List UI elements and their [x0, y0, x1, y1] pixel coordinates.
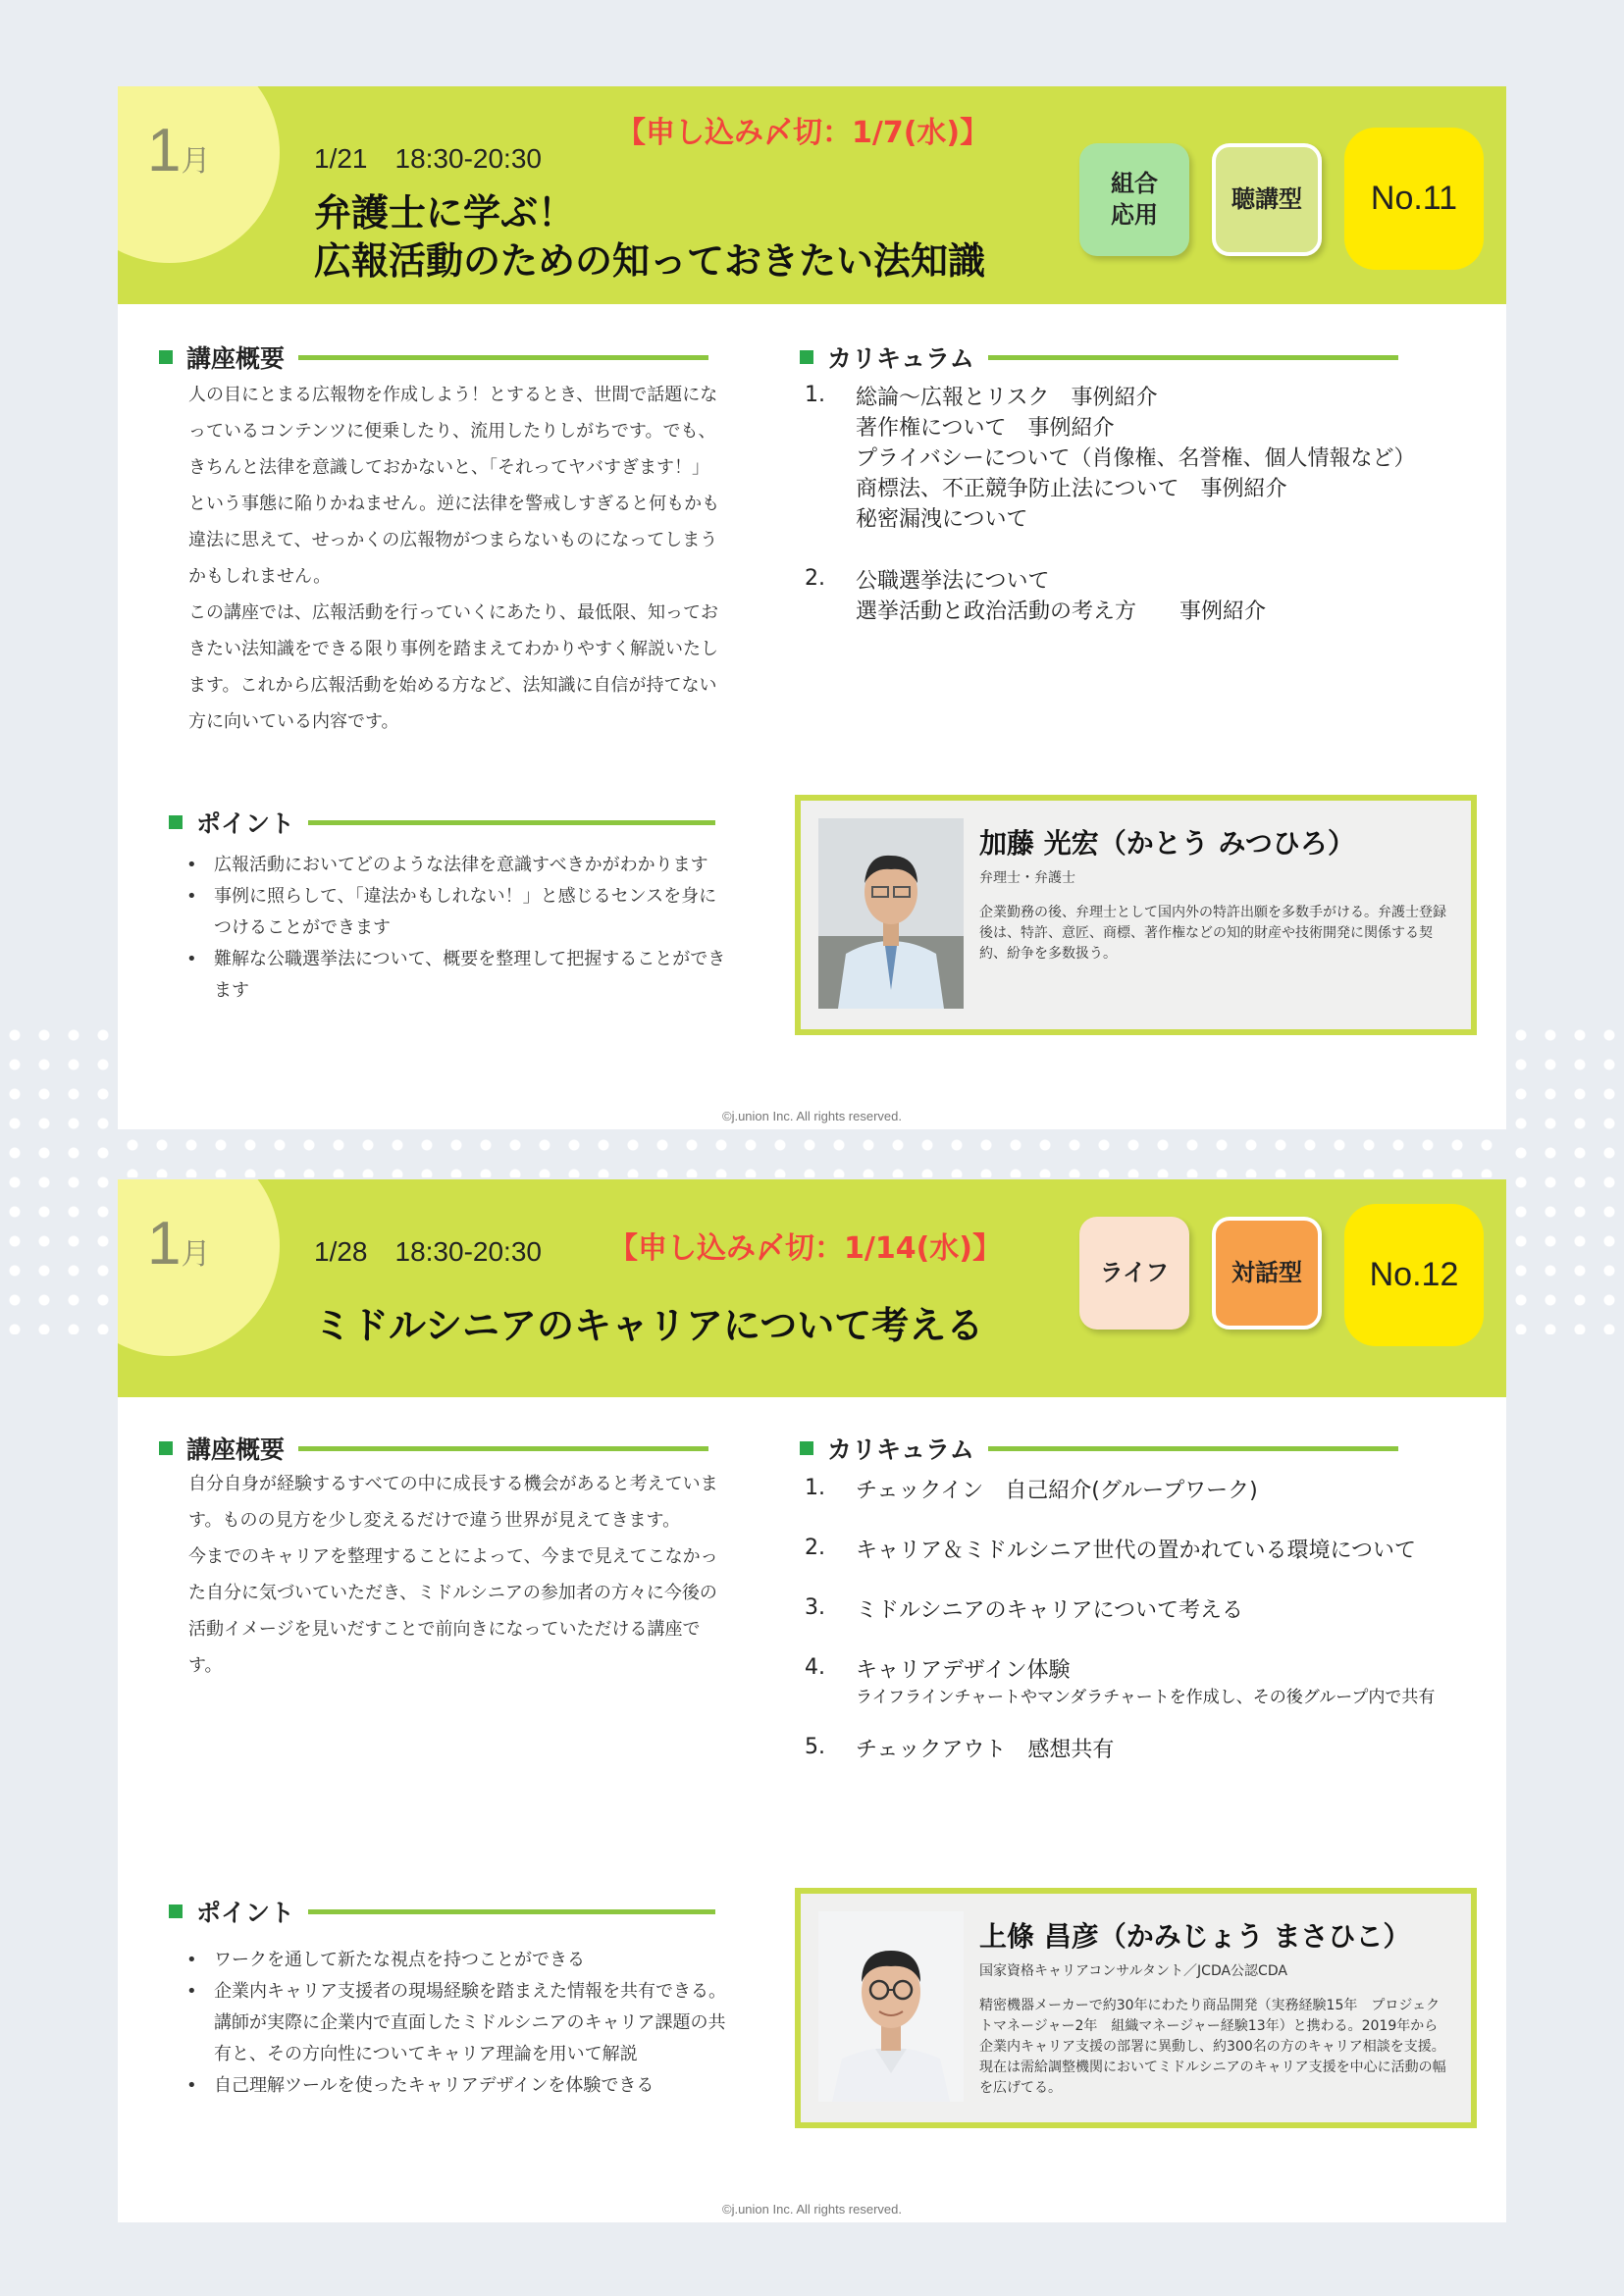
curriculum-item-number: 2.: [805, 1536, 825, 1560]
course-slide-no12: [118, 1179, 1506, 2222]
curriculum-item-number: 1.: [805, 383, 825, 407]
course-number-badge: No.11: [1344, 128, 1484, 270]
curriculum-item-line: 著作権について 事例紹介: [856, 416, 1115, 441]
curriculum-item-line: プライバシーについて（肖像権、名誉権、個人情報など）: [856, 446, 1416, 471]
course-title-line: ミドルシニアのキャリアについて考える: [314, 1304, 984, 1347]
instructor-name: 上條 昌彦（かみじょう まさひこ）: [979, 1920, 1411, 1953]
course-title: [314, 1302, 983, 1350]
points-heading: [169, 805, 715, 840]
overview-text: 人の目にとまる広報物を作成しよう！とするとき、世間で話題になっているコンテンツに便乗したり、流用したりしがちです。でも、きちんと法律を意識しておかないと、「それってヤバすぎます！」という事態に陥りかねません。逆に法律を警戒しすぎると何もかも違法に思えて、せっかくの広報物がつまらないものになってしまうかもしれません。 この講座では、広報活動を行っていくにあたり、最低限、知っておきたい法知識をできる限り事例を踏まえてわかりやすく解説いたします。これから広報活動を始める方など、法知識に自信が持てない方に向いている内容です。: [188, 385, 720, 732]
course-number-badge: No.12: [1344, 1204, 1484, 1346]
curriculum-item-note: ライフラインチャートやマンダラチャートを作成し、その後グループ内で共有: [856, 1688, 1436, 1707]
curriculum-item: [805, 1735, 1472, 1765]
instructor-name: 加藤 光宏（かとう みつひろ）: [979, 827, 1355, 860]
portrait-image: [818, 818, 964, 1009]
instructor-title: 弁理士・弁護士: [979, 870, 1075, 886]
square-bullet-icon: [800, 350, 813, 364]
points-heading-label: ポイント: [196, 1899, 295, 1927]
curriculum-item-line: チェックアウト 感想共有: [856, 1738, 1115, 1762]
curriculum-item: [805, 1595, 1472, 1626]
category-badge: ライフ: [1079, 1217, 1189, 1330]
points-list: [186, 1945, 731, 2102]
overview-heading: [159, 339, 708, 375]
instructor-photo: [818, 818, 964, 1009]
square-bullet-icon: [159, 350, 173, 364]
curriculum-heading-label: カリキュラム: [827, 1435, 974, 1464]
square-bullet-icon: [169, 815, 183, 829]
curriculum-item: [805, 383, 1472, 535]
curriculum-item: [805, 1476, 1472, 1506]
application-deadline: 【申し込み〆切：1/7(水)】: [616, 116, 990, 150]
point-item: • 事例に照らして、「違法かもしれない！」と感じるセンスを身につけることができます: [186, 881, 731, 944]
point-item: • 難解な公職選挙法について、概要を整理して把握することができます: [186, 944, 731, 1007]
course-title: [314, 189, 985, 287]
point-item: • 企業内キャリア支援者の現場経験を踏まえた情報を共有できる。講師が実際に企業内で直面したミドルシニアのキャリア課題の共有と、その方向性についてキャリア理論を用いて解説: [186, 1976, 731, 2070]
curriculum-item-line: ミドルシニアのキャリアについて考える: [856, 1598, 1244, 1623]
course-slide-no11: [118, 86, 1506, 1129]
square-bullet-icon: [169, 1905, 183, 1918]
instructor-card: [795, 795, 1477, 1035]
curriculum-item: [805, 1536, 1472, 1566]
curriculum-item-number: 5.: [805, 1735, 825, 1759]
instructor-bio: 企業勤務の後、弁理士として国内外の特許出願を多数手がける。弁護士登録後は、特許、意匠、商標、著作権などの知的財産や技術開発に関係する契約、紛争を多数扱う。: [979, 905, 1446, 962]
instructor-title: 国家資格キャリアコンサルタント／JCDA公認CDA: [979, 1963, 1287, 1979]
point-item: • 広報活動においてどのような法律を意識すべきかがわかります: [186, 850, 731, 881]
month-number: 1: [147, 1210, 182, 1278]
overview-heading-label: 講座概要: [186, 1435, 286, 1464]
curriculum-item: [805, 566, 1472, 627]
curriculum-heading: [800, 1431, 1398, 1466]
curriculum-list: [805, 1476, 1472, 1765]
curriculum-item-line: 総論～広報とリスク 事例紹介: [856, 386, 1158, 410]
curriculum-item-line: 公職選挙法について: [856, 569, 1050, 594]
heading-rule: [308, 820, 715, 825]
instructor-card: [795, 1888, 1477, 2128]
curriculum-item-line: 秘密漏洩について: [856, 507, 1028, 532]
course-title-line: 弁護士に学ぶ！: [314, 191, 576, 235]
overview-heading-label: 講座概要: [186, 344, 286, 373]
format-badge: 聴講型: [1212, 143, 1322, 256]
heading-rule: [988, 1446, 1398, 1451]
curriculum-heading-label: カリキュラム: [827, 344, 974, 373]
curriculum-heading: [800, 339, 1398, 375]
month-unit: 月: [181, 145, 211, 178]
curriculum-item-line: 選挙活動と政治活動の考え方 事例紹介: [856, 600, 1267, 624]
curriculum-item: [805, 1655, 1472, 1709]
application-deadline: 【申し込み〆切：1/14(水)】: [608, 1231, 1003, 1266]
dot-pattern-right: [1506, 1020, 1624, 1334]
format-badge: 対話型: [1212, 1217, 1322, 1330]
curriculum-item-line: チェックイン 自己紹介(グループワーク): [856, 1479, 1258, 1503]
curriculum-item-number: 4.: [805, 1655, 825, 1680]
category-badge: 組合 応用: [1079, 143, 1189, 256]
curriculum-item-number: 1.: [805, 1476, 825, 1500]
heading-rule: [298, 1446, 708, 1451]
heading-rule: [298, 355, 708, 360]
portrait-image: [818, 1911, 964, 2102]
curriculum-item-number: 3.: [805, 1595, 825, 1620]
point-item: • ワークを通して新たな視点を持つことができる: [186, 1945, 731, 1976]
curriculum-item-line: 商標法、不正競争防止法について 事例紹介: [856, 477, 1287, 501]
copyright: ©j.union Inc. All rights reserved.: [722, 2202, 902, 2217]
heading-rule: [988, 355, 1398, 360]
dot-pattern-left: [0, 1020, 118, 1334]
month-label: [147, 116, 210, 185]
curriculum-item-line: キャリアデザイン体験: [856, 1658, 1071, 1683]
square-bullet-icon: [159, 1441, 173, 1455]
overview-heading: [159, 1431, 708, 1466]
dot-pattern-middle: [118, 1130, 1506, 1177]
overview-text: 自分自身が経験するすべての中に成長する機会があると考えています。ものの見方を少し変えるだけで違う世界が見えてきます。 今までのキャリアを整理することによって、今まで見えてこなかった自分に気づいていただき、ミドルシニアの参加者の方々に今後の活動イメージを見いだすことで前向きになっていただける講座です。: [188, 1474, 718, 1676]
month-number: 1: [147, 117, 182, 184]
heading-rule: [308, 1909, 715, 1914]
points-list: [186, 850, 731, 1007]
slide-header: [118, 86, 1506, 304]
point-item: • 自己理解ツールを使ったキャリアデザインを体験できる: [186, 2070, 731, 2102]
month-unit: 月: [181, 1238, 211, 1271]
instructor-bio: 精密機器メーカーで約30年にわたり商品開発（実務経験15年 プロジェクトマネージャー2年 組織マネージャー経験13年）と携わる。2019年から企業内キャリア支援の部署に異動し、約300名の方のキャリア相談を支援。現在は需給調整機関においてミドルシニアのキャリア支援を中心に活動の幅を広げてる。: [979, 1998, 1446, 2096]
month-label: [147, 1209, 210, 1278]
curriculum-list: [805, 383, 1472, 627]
instructor-photo: [818, 1911, 964, 2102]
copyright: ©j.union Inc. All rights reserved.: [722, 1109, 902, 1123]
course-datetime: 1/21 18:30-20:30: [314, 143, 542, 174]
slide-header: [118, 1179, 1506, 1397]
course-title-line: 広報活動のための知っておきたい法知識: [314, 239, 986, 284]
course-datetime: 1/28 18:30-20:30: [314, 1236, 542, 1267]
curriculum-item-line: キャリア＆ミドルシニア世代の置かれている環境について: [856, 1539, 1417, 1563]
square-bullet-icon: [800, 1441, 813, 1455]
points-heading: [169, 1894, 715, 1929]
points-heading-label: ポイント: [196, 809, 295, 838]
curriculum-item-number: 2.: [805, 566, 825, 591]
